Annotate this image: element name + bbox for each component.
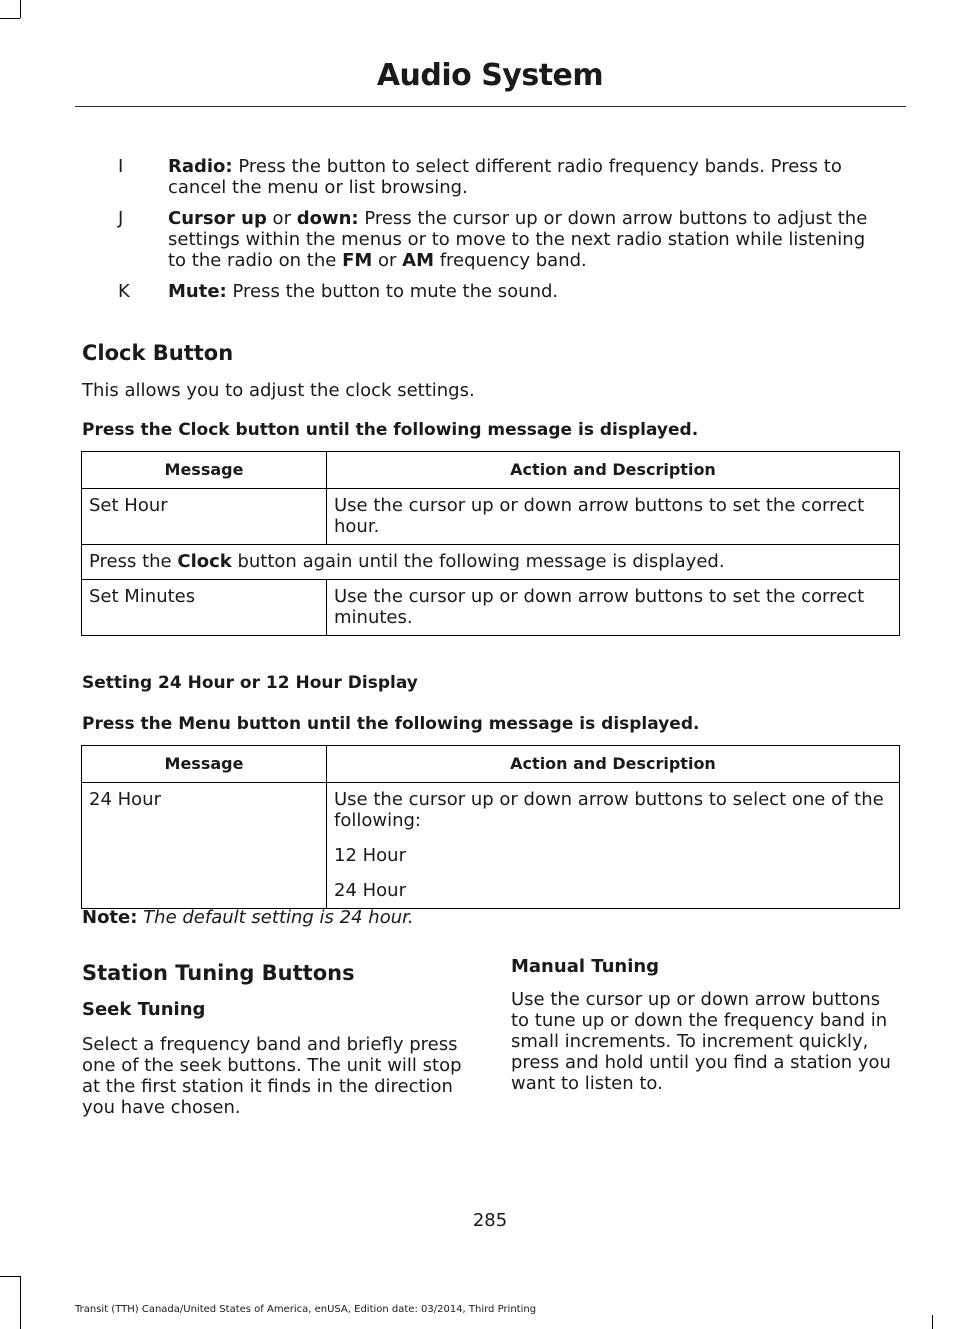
column-header-message: Message: [82, 452, 327, 489]
item-connector: or: [372, 250, 403, 271]
item-key: J: [118, 208, 124, 229]
clock-heading: Clock Button: [82, 341, 234, 365]
right-column: [511, 956, 903, 1094]
footer-text: Transit (TTH) Canada/United States of America, enUSA, Edition date: 03/2014, Third Printing: [75, 1304, 537, 1315]
item-desc: Press the button to select different radio frequency bands. Press to cancel the menu or list browsing.: [168, 156, 842, 198]
column-header-message: Message: [82, 746, 327, 783]
clock-intro: This allows you to adjust the clock settings.: [82, 380, 475, 401]
column-header-action: Action and Description: [327, 746, 900, 783]
crop-mark: [932, 1315, 933, 1329]
crop-mark: [20, 1276, 21, 1329]
crop-mark: [0, 1276, 20, 1277]
item-text: [168, 156, 888, 198]
item-term: Mute:: [168, 281, 227, 302]
item-text: [168, 281, 888, 302]
display-heading: Setting 24 Hour or 12 Hour Display: [82, 673, 418, 693]
crop-mark: [0, 18, 20, 19]
clock-lead: Press the Clock button until the following message is displayed.: [82, 420, 699, 440]
item-key: I: [118, 156, 124, 177]
span-text: Press the: [89, 551, 178, 572]
item-connector: or: [266, 208, 297, 229]
page-title: Audio System: [376, 58, 604, 93]
option-text: 24 Hour: [334, 880, 406, 901]
item-band: AM: [402, 250, 434, 271]
seek-text: Select a frequency band and briefly press one of the seek buttons. The unit will stop at the first station it finds in the direction you have chosen.: [82, 1034, 462, 1118]
message-cell: Set Minutes: [82, 580, 327, 636]
item-key: K: [118, 281, 130, 302]
display-lead: Press the Menu button until the following message is displayed.: [82, 714, 700, 734]
table-row: [82, 580, 900, 636]
table-row: [82, 783, 900, 909]
clock-table: [81, 451, 900, 636]
display-table: [81, 745, 900, 909]
item-term: Cursor up: [168, 208, 267, 229]
item-term: Radio:: [168, 156, 233, 177]
option-text: 12 Hour: [334, 845, 406, 866]
message-cell: 24 Hour: [82, 783, 327, 909]
description-cell: [327, 783, 900, 909]
station-heading: Station Tuning Buttons: [82, 961, 355, 985]
table-row: [82, 489, 900, 545]
item-desc: frequency band.: [433, 250, 587, 271]
table-header-row: [82, 746, 900, 783]
message-cell: Set Hour: [82, 489, 327, 545]
item-text: [168, 208, 888, 271]
title-rule: [75, 106, 906, 107]
crop-mark: [20, 0, 21, 18]
seek-heading: Seek Tuning: [82, 999, 206, 1020]
description-cell: Use the cursor up or down arrow buttons to set the correct hour.: [327, 489, 900, 545]
item-desc: Press the cursor up or down arrow buttons to adjust the settings within the menus or to move to the next radio station while listening to the radio on the: [168, 208, 868, 271]
table-row: [82, 545, 900, 580]
column-header-action: Action and Description: [327, 452, 900, 489]
description-text: Use the cursor up or down arrow buttons to select one of the following:: [334, 789, 884, 831]
span-text: button again until the following message is displayed.: [231, 551, 725, 572]
spanning-cell: [82, 545, 900, 580]
note-label: Note:: [82, 907, 138, 928]
page-number: 285: [472, 1210, 508, 1231]
description-cell: Use the cursor up or down arrow buttons to set the correct minutes.: [327, 580, 900, 636]
manual-text: Use the cursor up or down arrow buttons to tune up or down the frequency band in small increments. To increment quickly, press and hold until you find a station you want to listen to.: [511, 989, 891, 1094]
table-header-row: [82, 452, 900, 489]
item-band: FM: [342, 250, 373, 271]
span-bold: Clock: [177, 551, 232, 572]
manual-heading: Manual Tuning: [511, 956, 660, 977]
item-desc: Press the button to mute the sound.: [226, 281, 559, 302]
item-term: down:: [296, 208, 359, 229]
note-text: The default setting is 24 hour.: [137, 907, 414, 928]
left-column: [82, 963, 474, 1118]
note: [82, 907, 414, 928]
